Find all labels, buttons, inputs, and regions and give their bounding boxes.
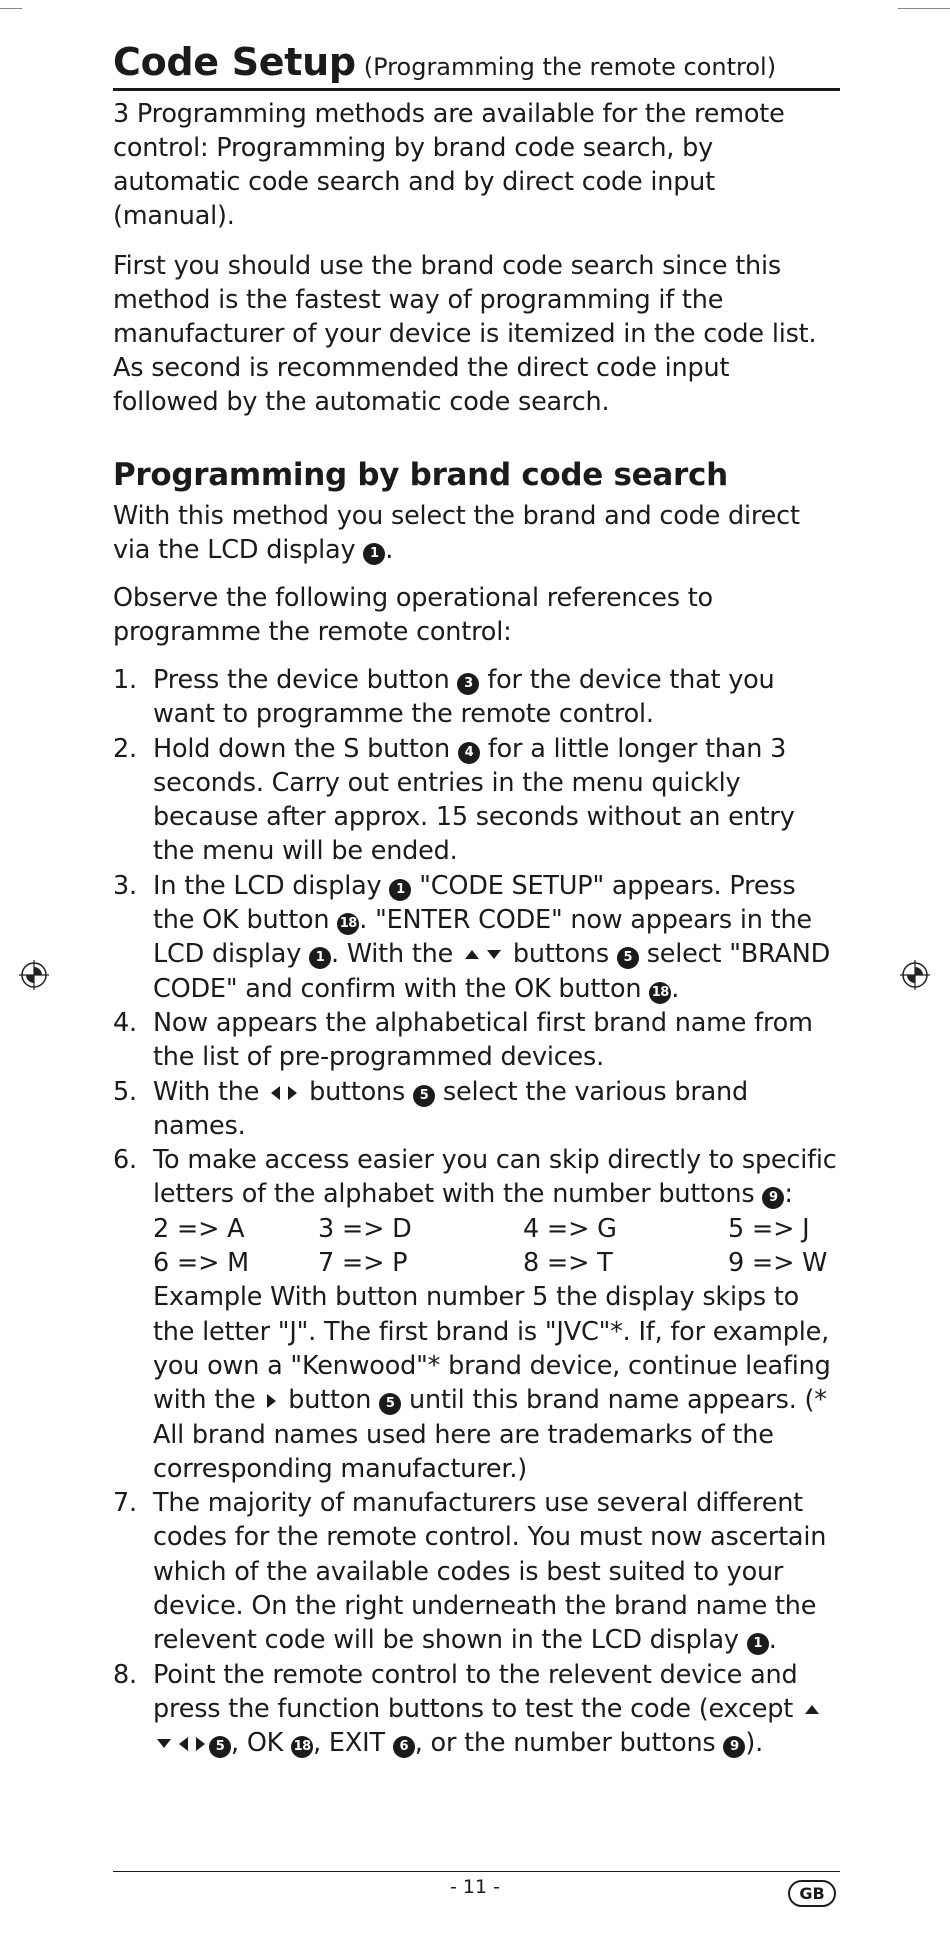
ref-badge: 1 bbox=[309, 947, 331, 969]
ref-badge: 9 bbox=[762, 1187, 784, 1209]
registration-mark-icon bbox=[17, 958, 51, 992]
ref-badge: 5 bbox=[379, 1393, 401, 1415]
ref-badge: 3 bbox=[457, 673, 479, 695]
section-paragraph: With this method you select the brand and code direct via the LCD display 1 . bbox=[113, 501, 800, 565]
ref-badge: 6 bbox=[393, 1736, 415, 1758]
list-item: 5. With the buttons 5 select the various brand names. bbox=[113, 1076, 749, 1141]
section-paragraph: Observe the following operational references to programme the remote control: bbox=[113, 583, 713, 647]
title-main: Code Setup bbox=[113, 40, 356, 84]
intro-paragraph: First you should use the brand code search since this method is the fastest way of programming if the manufacturer of your device is itemized in the code list. As second is recommended the direct code input followed by the automatic code search. bbox=[113, 251, 817, 417]
ref-badge: 9 bbox=[723, 1736, 745, 1758]
list-item: 8. Point the remote control to the relevent device and press the function buttons to test the code (except 5 , OK 18, EXIT 6 , or the number buttons 9 ). bbox=[113, 1658, 840, 1761]
arrow-left-icon bbox=[179, 1737, 188, 1751]
language-badge: GB bbox=[788, 1880, 836, 1907]
arrow-down-icon bbox=[487, 950, 501, 959]
arrow-up-icon bbox=[465, 950, 479, 959]
list-item: 3. In the LCD display 1 "CODE SETUP" appears. Press the OK button 18. "ENTER CODE" now appears in the LCD display 1 . With the buttons 5 select "BRAND CODE" and confirm with the OK button 18. bbox=[113, 870, 831, 1004]
list-item: 6. To make access easier you can skip directly to specific letters of the alphabet with the number buttons 9 : 2 => A 3 => D 4 => G 5 => J 6 => M 7 => P 8 => T 9 => W Example With button number 5 the display skips to the letter "J". The first brand is "JVC"*. If, for example, you own a "Kenwood"* brand device, continue leafing with the button 5 until this brand name appears. (* All brand names used here are trademarks of the corresponding manufacturer.) bbox=[113, 1143, 840, 1486]
arrow-left-icon bbox=[271, 1086, 280, 1100]
letter-map-row: 2 => A 3 => D 4 => G 5 => J bbox=[153, 1213, 810, 1244]
ref-badge: 5 bbox=[209, 1736, 231, 1758]
ref-badge: 5 bbox=[413, 1085, 435, 1107]
list-item: 1. Press the device button 3 for the device that you want to programme the remote control. bbox=[113, 665, 775, 730]
ref-badge: 1 bbox=[363, 543, 385, 565]
ref-badge: 18 bbox=[291, 1736, 313, 1758]
letter-map-row: 6 => M 7 => P 8 => T 9 => W bbox=[153, 1248, 828, 1279]
arrow-right-icon bbox=[196, 1737, 205, 1751]
list-item: 7. The majority of manufacturers use several different codes for the remote control. You must now ascertain which of the available codes is best suited to your device. On the right underneath the brand name the relevent code will be shown in the LCD display 1 . bbox=[113, 1488, 827, 1656]
section-heading: Programming by brand code search bbox=[113, 457, 728, 493]
arrow-down-icon bbox=[157, 1739, 171, 1748]
intro-paragraph: 3 Programming methods are available for the remote control: Programming by brand code search, by automatic code search and by direct code input (manual). bbox=[113, 99, 785, 231]
ref-badge: 5 bbox=[617, 947, 639, 969]
arrow-right-icon bbox=[267, 1394, 276, 1408]
crop-mark-left bbox=[0, 8, 22, 9]
page-number: - 11 - bbox=[450, 1876, 500, 1898]
ref-badge: 18 bbox=[649, 982, 671, 1004]
footer-divider bbox=[113, 1871, 840, 1872]
document-page bbox=[113, 40, 840, 1761]
page-title bbox=[113, 40, 840, 91]
list-item: 4. Now appears the alphabetical first brand name from the list of pre-programmed devices. bbox=[113, 1007, 813, 1073]
arrow-right-icon bbox=[288, 1086, 297, 1100]
ref-badge: 4 bbox=[458, 742, 480, 764]
ref-badge: 1 bbox=[747, 1633, 769, 1655]
crop-mark-right bbox=[898, 8, 950, 9]
title-subtitle: (Programming the remote control) bbox=[363, 53, 777, 81]
list-item: 2. Hold down the S button 4 for a little longer than 3 seconds. Carry out entries in the menu quickly because after approx. 15 seconds without an entry the menu will be ended. bbox=[113, 733, 795, 867]
steps-list bbox=[113, 663, 840, 1761]
ref-badge: 18 bbox=[337, 913, 359, 935]
arrow-up-icon bbox=[805, 1705, 819, 1714]
ref-badge: 1 bbox=[389, 879, 411, 901]
registration-mark-icon bbox=[898, 958, 932, 992]
